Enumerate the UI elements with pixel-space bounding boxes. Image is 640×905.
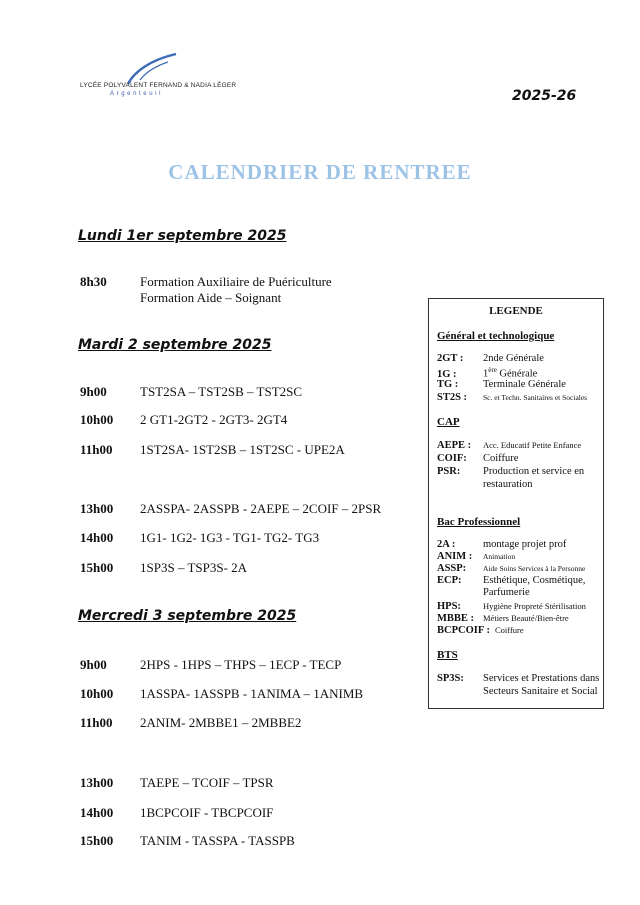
slot-time: 14h00	[80, 805, 114, 820]
slot-time: 14h00	[80, 530, 114, 545]
slot-classes: 2ANIM- 2MBBE1 – 2MBBE2	[140, 715, 302, 730]
legend-item-cont	[483, 686, 599, 697]
legend-section-heading: BTS	[437, 649, 458, 661]
legend-item	[437, 563, 599, 574]
legend-abbr: 2A :	[437, 539, 456, 550]
legend-abbr: SP3S:	[437, 673, 464, 684]
slot-time: 10h00	[80, 686, 114, 701]
legend-def: Aide Soins Services à la Personne	[483, 564, 586, 573]
legend-abbr: ANIM :	[437, 551, 473, 562]
school-year: 2025-26	[512, 88, 577, 104]
slot-classes: TANIM - TASSPA - TASSPB	[140, 833, 295, 848]
legend-item	[437, 601, 599, 612]
legend-item	[437, 366, 599, 380]
legend-def: Production et service en	[483, 466, 585, 477]
legend-item	[437, 453, 599, 464]
slot-classes: 1BCPCOIF - TBCPCOIF	[140, 805, 274, 820]
school-logo	[80, 50, 237, 110]
legend-abbr: ASSP:	[437, 563, 467, 574]
legend-def: Animation	[483, 552, 516, 561]
legend-item	[437, 353, 599, 364]
legend-def: Coiffure	[495, 625, 524, 635]
slot-time: 9h00	[80, 384, 107, 399]
page-title: CALENDRIER DE RENTREE	[168, 160, 472, 184]
legend-item	[437, 575, 599, 586]
legend-section-heading: Général et technologique	[437, 330, 555, 342]
legend-abbr: COIF:	[437, 453, 467, 464]
legend-def: restauration	[483, 479, 533, 490]
legend-item	[437, 539, 599, 550]
legend-section-heading: CAP	[437, 416, 460, 428]
legend-abbr: HPS:	[437, 601, 461, 612]
legend-def: Sc. et Techn. Sanitaires et Sociales	[483, 393, 588, 402]
legend-item	[437, 551, 599, 562]
legend-def: Métiers Beauté/Bien-être	[483, 613, 569, 623]
slot-time: 13h00	[80, 501, 114, 516]
legend-title: LEGENDE	[489, 305, 543, 317]
slot-time: 11h00	[80, 442, 113, 457]
legend-section-heading: Bac Professionnel	[437, 516, 521, 528]
legend-def-number: 1	[483, 368, 489, 380]
slot-classes: 1ASSPA- 1ASSPB - 1ANIMA – 1ANIMB	[140, 686, 364, 701]
legend-def: Coiffure	[483, 453, 519, 464]
legend-def: Hygiène Propreté Stérilisation	[483, 601, 586, 611]
slot-time: 15h00	[80, 833, 114, 848]
legend-def: Esthétique, Cosmétique,	[483, 575, 586, 586]
slot-classes: 1SP3S – TSP3S- 2A	[140, 560, 248, 575]
legend-abbr: 2GT :	[437, 353, 464, 364]
legend-abbr: MBBE :	[437, 613, 475, 624]
legend-abbr: 1G :	[437, 368, 457, 380]
slot-time: 13h00	[80, 775, 114, 790]
legend-def: Terminale Générale	[483, 379, 566, 390]
slot-classes: Formation Auxiliaire de Puériculture	[140, 274, 332, 289]
legend-item	[437, 613, 599, 624]
legend-def: Parfumerie	[483, 587, 530, 598]
day-heading: Mercredi 3 septembre 2025	[78, 608, 297, 624]
legend-item-cont	[483, 479, 599, 490]
legend-item	[437, 673, 599, 684]
legend-abbr: ST2S :	[437, 392, 468, 403]
legend-abbr: AEPE :	[437, 440, 472, 451]
legend-item-cont	[483, 587, 599, 598]
legend-item	[437, 392, 599, 403]
slot-time: 15h00	[80, 560, 114, 575]
slot-classes: Formation Aide – Soignant	[140, 290, 282, 305]
slot-time: 11h00	[80, 715, 113, 730]
slot-classes: 2ASSPA- 2ASSPB - 2AEPE – 2COIF – 2PSR	[140, 501, 382, 516]
slot-classes: 2 GT1-2GT2 - 2GT3- 2GT4	[140, 412, 288, 427]
slot-time: 9h00	[80, 657, 107, 672]
day-heading: Lundi 1er septembre 2025	[78, 228, 287, 244]
slot-classes: TST2SA – TST2SB – TST2SC	[140, 384, 303, 399]
legend-item	[437, 440, 599, 451]
slot-classes: 1G1- 1G2- 1G3 - TG1- TG2- TG3	[140, 530, 320, 545]
legend-box	[428, 298, 604, 709]
slot-classes: 2HPS - 1HPS – THPS – 1ECP - TECP	[140, 657, 342, 672]
logo-swoosh-icon	[120, 50, 180, 86]
legend-abbr: PSR:	[437, 466, 461, 477]
legend-item	[437, 466, 599, 477]
legend-def: Générale	[496, 368, 538, 380]
legend-abbr: ECP:	[437, 575, 462, 586]
legend-abbr: TG :	[437, 379, 459, 390]
legend-def: montage projet prof	[483, 539, 567, 550]
legend-def: Services et Prestations dans	[483, 673, 600, 684]
school-city: Argenteuil	[110, 91, 164, 97]
slot-classes: 1ST2SA- 1ST2SB – 1ST2SC - UPE2A	[140, 442, 345, 457]
day-heading: Mardi 2 septembre 2025	[78, 337, 272, 353]
legend-def: Secteurs Sanitaire et Social	[483, 686, 598, 697]
legend-def-sup: ère	[488, 366, 497, 374]
slot-time: 8h30	[80, 274, 107, 289]
slot-classes: TAEPE – TCOIF – TPSR	[140, 775, 274, 790]
legend-abbr: BCPCOIF :	[437, 625, 490, 636]
slot-time: 10h00	[80, 412, 114, 427]
school-name: LYCÉE POLYVALENT FERNAND & NADIA LÉGER	[80, 82, 237, 89]
legend-item	[437, 379, 599, 390]
legend-def: Acc. Educatif Petite Enfance	[483, 440, 582, 450]
legend-item	[437, 625, 599, 636]
legend-def: 2nde Générale	[483, 353, 544, 364]
